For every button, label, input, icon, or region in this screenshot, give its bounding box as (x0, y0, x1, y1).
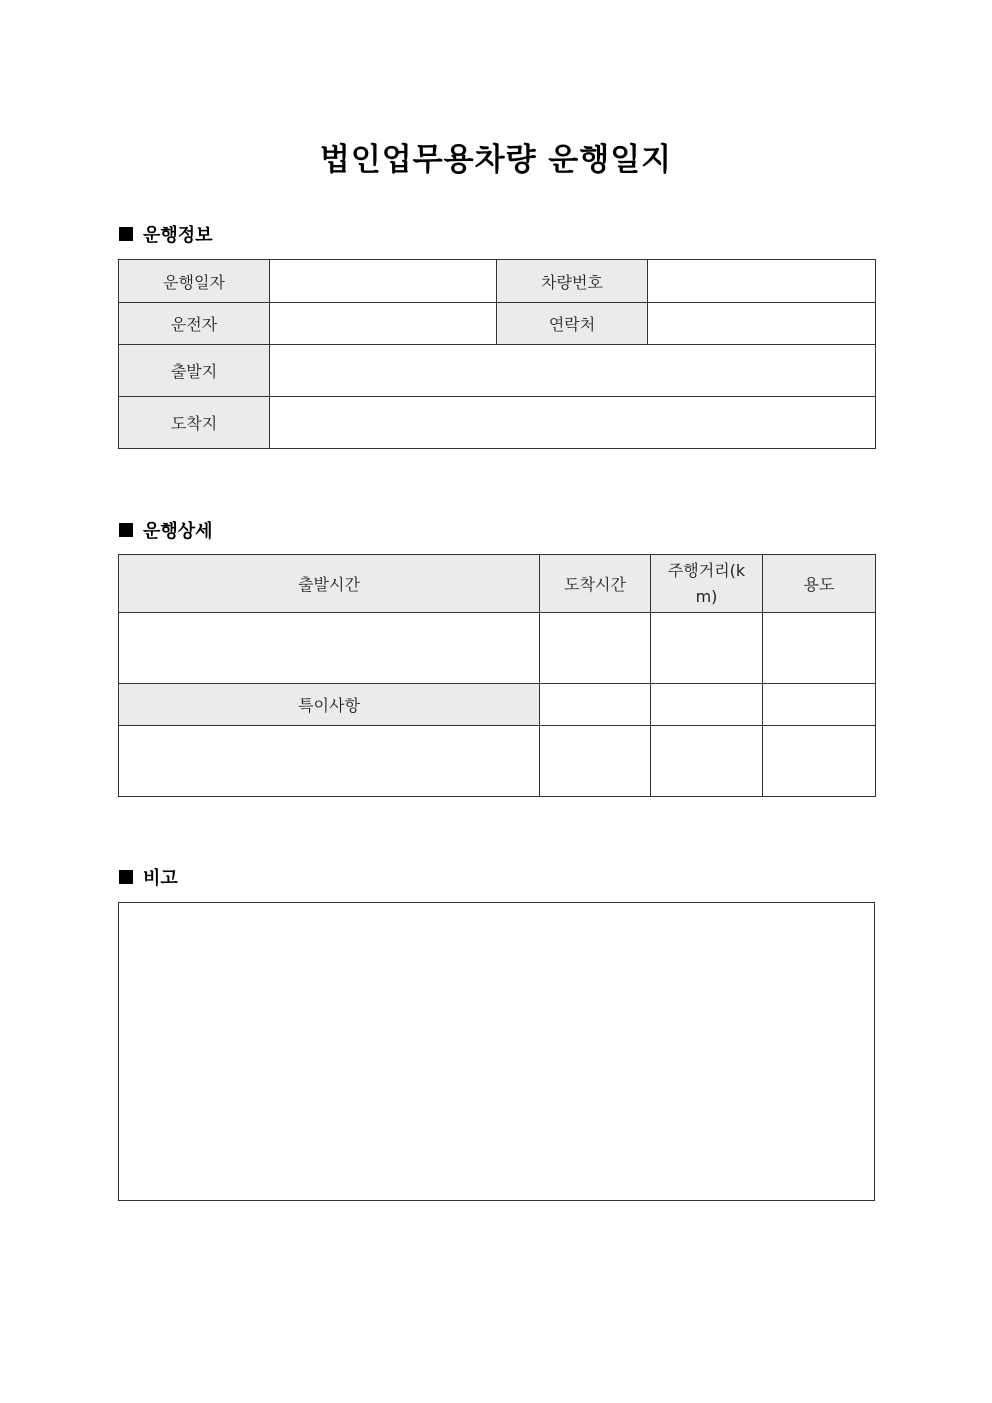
blank-cell (763, 684, 876, 726)
document-title: 법인업무용차량 운행일지 (319, 142, 673, 178)
details-table (118, 554, 876, 797)
label-vehicle-number: 차량번호 (497, 260, 648, 303)
notes-cell[interactable] (119, 726, 540, 797)
table-row (119, 613, 876, 684)
header-distance (651, 555, 763, 613)
label-notes: 특이사항 (119, 684, 540, 726)
square-bullet-icon (119, 523, 133, 537)
blank-cell (763, 726, 876, 797)
section-heading-details-text: 운행상세 (143, 521, 213, 542)
label-date: 운행일자 (119, 260, 270, 303)
label-driver: 운전자 (119, 303, 270, 345)
blank-cell (540, 726, 651, 797)
blank-cell (540, 684, 651, 726)
info-table (118, 259, 876, 449)
contact-field[interactable] (648, 303, 876, 345)
section-heading-remarks-text: 비고 (143, 868, 178, 889)
vehicle-number-field[interactable] (648, 260, 876, 303)
departure-time-cell[interactable] (119, 613, 540, 684)
blank-cell (651, 684, 763, 726)
section-heading-info (119, 222, 213, 246)
header-purpose: 용도 (763, 555, 876, 613)
blank-cell (651, 726, 763, 797)
departure-field[interactable] (270, 345, 876, 397)
header-arrival-time: 도착시간 (540, 555, 651, 613)
distance-cell[interactable] (651, 613, 763, 684)
label-departure: 출발지 (119, 345, 270, 397)
square-bullet-icon (119, 227, 133, 241)
remarks-box[interactable] (118, 902, 875, 1201)
label-contact: 연락처 (497, 303, 648, 345)
square-bullet-icon (119, 870, 133, 884)
arrival-field[interactable] (270, 397, 876, 449)
header-departure-time: 출발시간 (119, 555, 540, 613)
date-field[interactable] (270, 260, 497, 303)
section-heading-info-text: 운행정보 (143, 225, 213, 246)
label-arrival: 도착지 (119, 397, 270, 449)
section-heading-remarks (119, 865, 178, 889)
arrival-time-cell[interactable] (540, 613, 651, 684)
header-distance-line1: 주행거리(k (667, 560, 746, 580)
driver-field[interactable] (270, 303, 497, 345)
header-distance-line2: m) (695, 586, 718, 606)
purpose-cell[interactable] (763, 613, 876, 684)
section-heading-details (119, 518, 213, 542)
